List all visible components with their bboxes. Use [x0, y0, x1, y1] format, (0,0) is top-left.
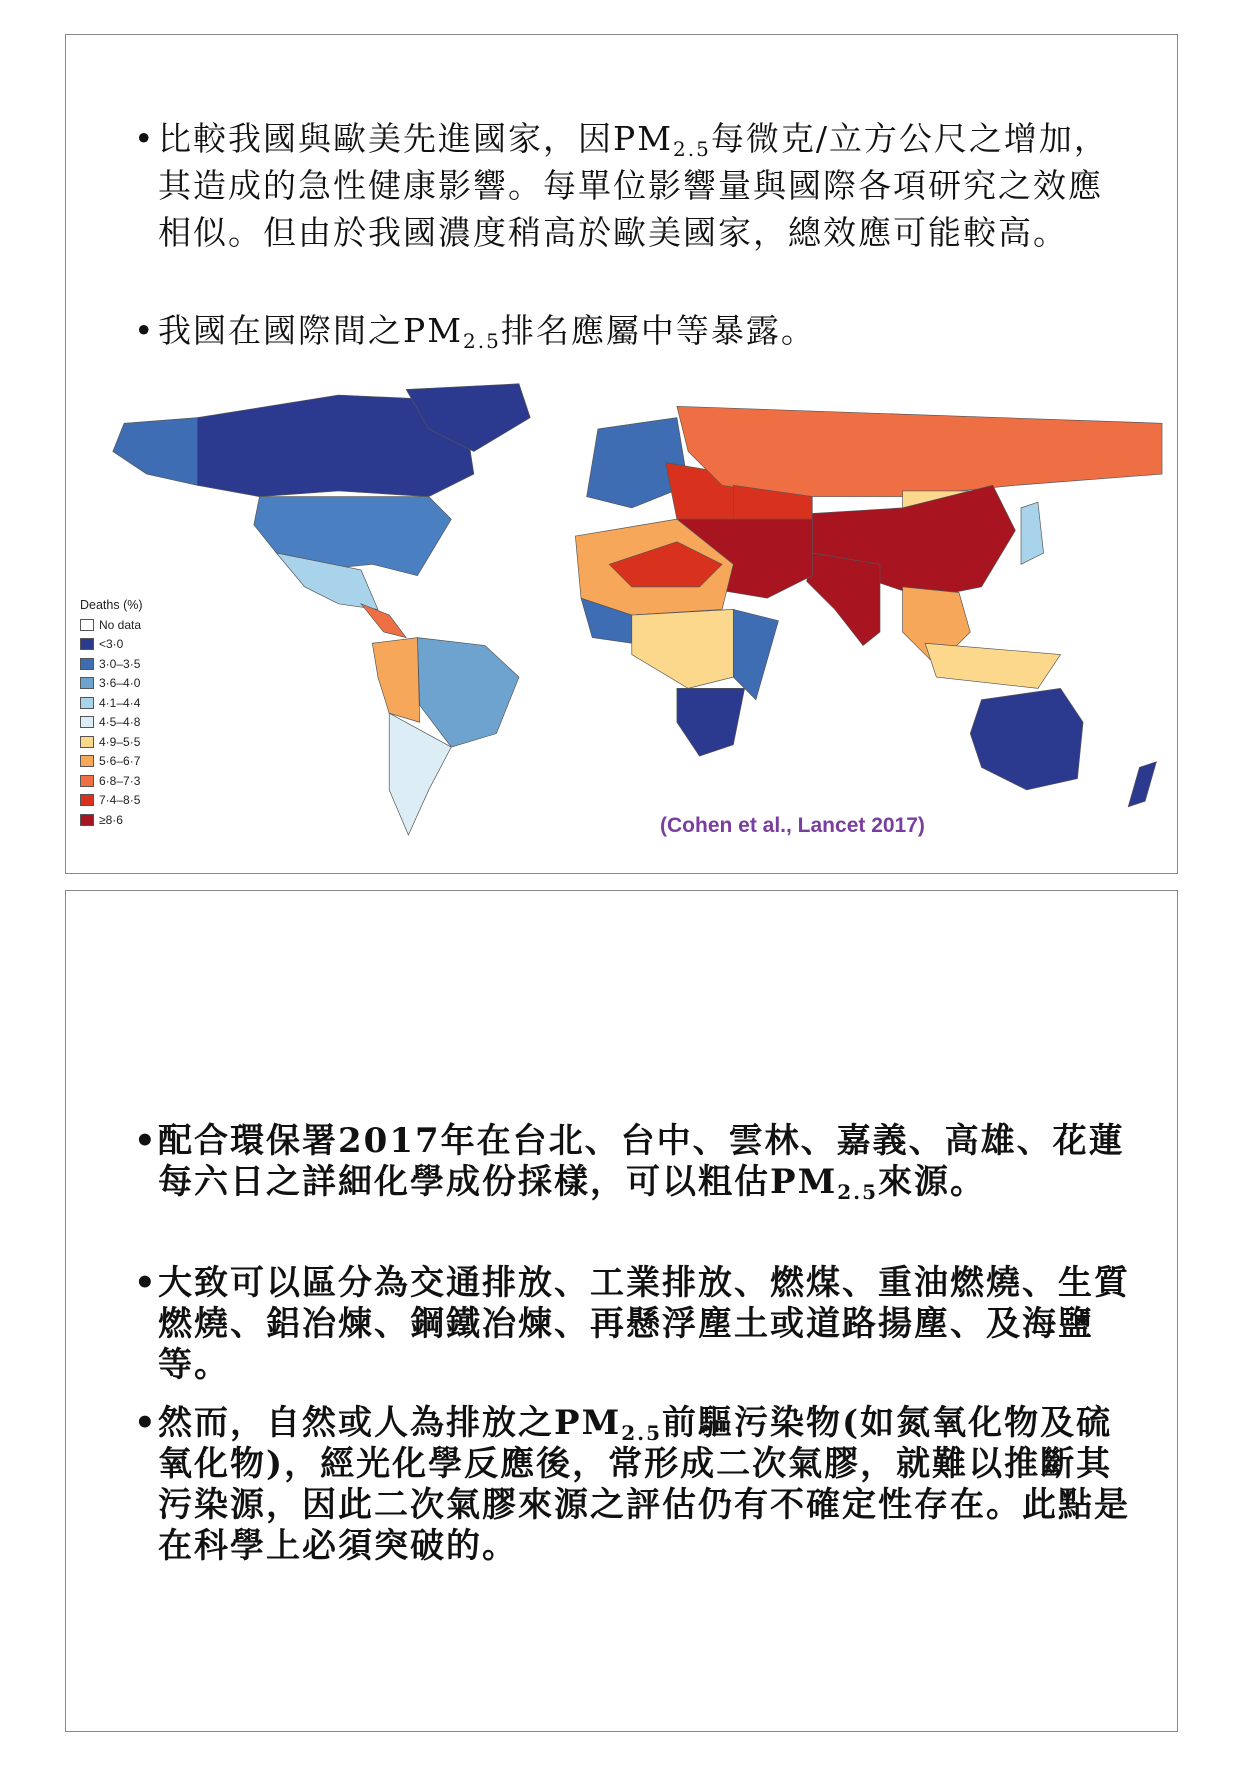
legend-swatch — [80, 814, 94, 826]
legend-swatch — [80, 697, 94, 709]
legend-item — [80, 810, 143, 830]
legend-swatch — [80, 794, 94, 806]
text: 大致可以區分為交通排放、工業排放、燃煤、重油燃燒、生質燃燒、鋁冶煉、鋼鐵冶煉、再懸浮塵土或道路揚塵、及海鹽等。 — [158, 1263, 1130, 1385]
text: 然而，自然或人為排放之PM — [158, 1403, 622, 1443]
legend-item — [80, 674, 143, 694]
subscript: 2.5 — [673, 137, 711, 161]
legend-label: 3·0–3·5 — [99, 656, 141, 671]
legend-swatch — [80, 775, 94, 787]
bullet-2: • 我國在國際間之$PM_{2.5}$排名應屬中等暴露。 — [134, 311, 816, 353]
legend-label: 4·1–4·4 — [99, 695, 141, 710]
map-legend — [80, 598, 143, 830]
legend-item — [80, 693, 143, 713]
subscript: 2.5 — [621, 1421, 662, 1445]
slide-2 — [65, 890, 1178, 1732]
legend-label: No data — [99, 617, 142, 632]
legend-title: Deaths (%) — [80, 598, 143, 612]
subscript: 2.5 — [463, 329, 501, 353]
text: 比較我國與歐美先進國家，因PM — [158, 119, 673, 158]
citation: (Cohen et al., Lancet 2017) — [660, 814, 925, 837]
legend-label: 5·6–6·7 — [99, 754, 141, 769]
bullet-1: • 比較我國與歐美先進國家，因$PM_{2.5}$每微克/立方公尺之增加，其造成的急性健康影響。每單位影響量與國際各項研究之效應相似。但由於我國濃度稍高於歐美國家，總效應可能較高。 — [134, 119, 1109, 252]
legend-swatch — [80, 755, 94, 767]
legend-label: 6·8–7·3 — [99, 773, 141, 788]
bullet-1: • 配合環保署2017年在台北、台中、雲林、嘉義、高雄、花蓮每六日之詳細化學成份採樣，可以粗估$PM_{2.5}$來源。 — [134, 1121, 1125, 1204]
legend-swatch — [80, 716, 94, 728]
slide-1 — [65, 34, 1178, 874]
legend-item — [80, 713, 143, 733]
legend-item — [80, 654, 143, 674]
legend-item — [80, 635, 143, 655]
legend-item — [80, 615, 143, 635]
legend-label: 3·6–4·0 — [99, 676, 141, 691]
legend-item — [80, 771, 143, 791]
legend-swatch — [80, 736, 94, 748]
legend-swatch — [80, 619, 94, 631]
legend-swatch — [80, 638, 94, 650]
legend-item — [80, 732, 143, 752]
text: 配合環保署2017年在台北、台中、雲林、嘉義、高雄、花蓮每六日之詳細化學成份採樣，可以粗估PM — [158, 1121, 1125, 1202]
text: 排名應屬中等暴露。 — [500, 311, 816, 350]
legend-label: <3·0 — [99, 637, 124, 652]
legend-label: 4·9–5·5 — [99, 734, 141, 749]
bullet-3: • 然而，自然或人為排放之$PM_{2.5}$前驅污染物(如氮氧化物及硫氧化物)，經光化學反應後，常形成二次氣膠，就難以推斷其污染源，因此二次氣膠來源之評估仍有不確定性存在。此點是在科學上必須突破的。 — [134, 1403, 1130, 1566]
legend-label: ≥8·6 — [99, 812, 123, 827]
subscript: 2.5 — [837, 1180, 878, 1204]
legend-swatch — [80, 658, 94, 670]
legend-item — [80, 752, 143, 772]
bullet-2: • 大致可以區分為交通排放、工業排放、燃煤、重油燃燒、生質燃燒、鋁冶煉、鋼鐵冶煉、再懸浮塵土或道路揚塵、及海鹽等。 — [134, 1263, 1130, 1385]
text: 我國在國際間之PM — [158, 311, 463, 350]
legend-label: 7·4–8·5 — [99, 793, 141, 808]
text: 每微克/立方公尺之增加，其造成的急性健康影響。每單位影響量與國際各項研究之效應相似。但由於我國濃度稍高於歐美國家，總效應可能較高。 — [158, 119, 1109, 252]
legend-label: 4·5–4·8 — [99, 715, 141, 730]
text: 前驅污染物(如氮氧化物及硫氧化物)，經光化學反應後，常形成二次氣膠，就難以推斷其污染源，因此二次氣膠來源之評估仍有不確定性存在。此點是在科學上必須突破的。 — [158, 1403, 1130, 1566]
legend-item — [80, 791, 143, 811]
legend-swatch — [80, 677, 94, 689]
text: 來源。 — [878, 1162, 986, 1202]
